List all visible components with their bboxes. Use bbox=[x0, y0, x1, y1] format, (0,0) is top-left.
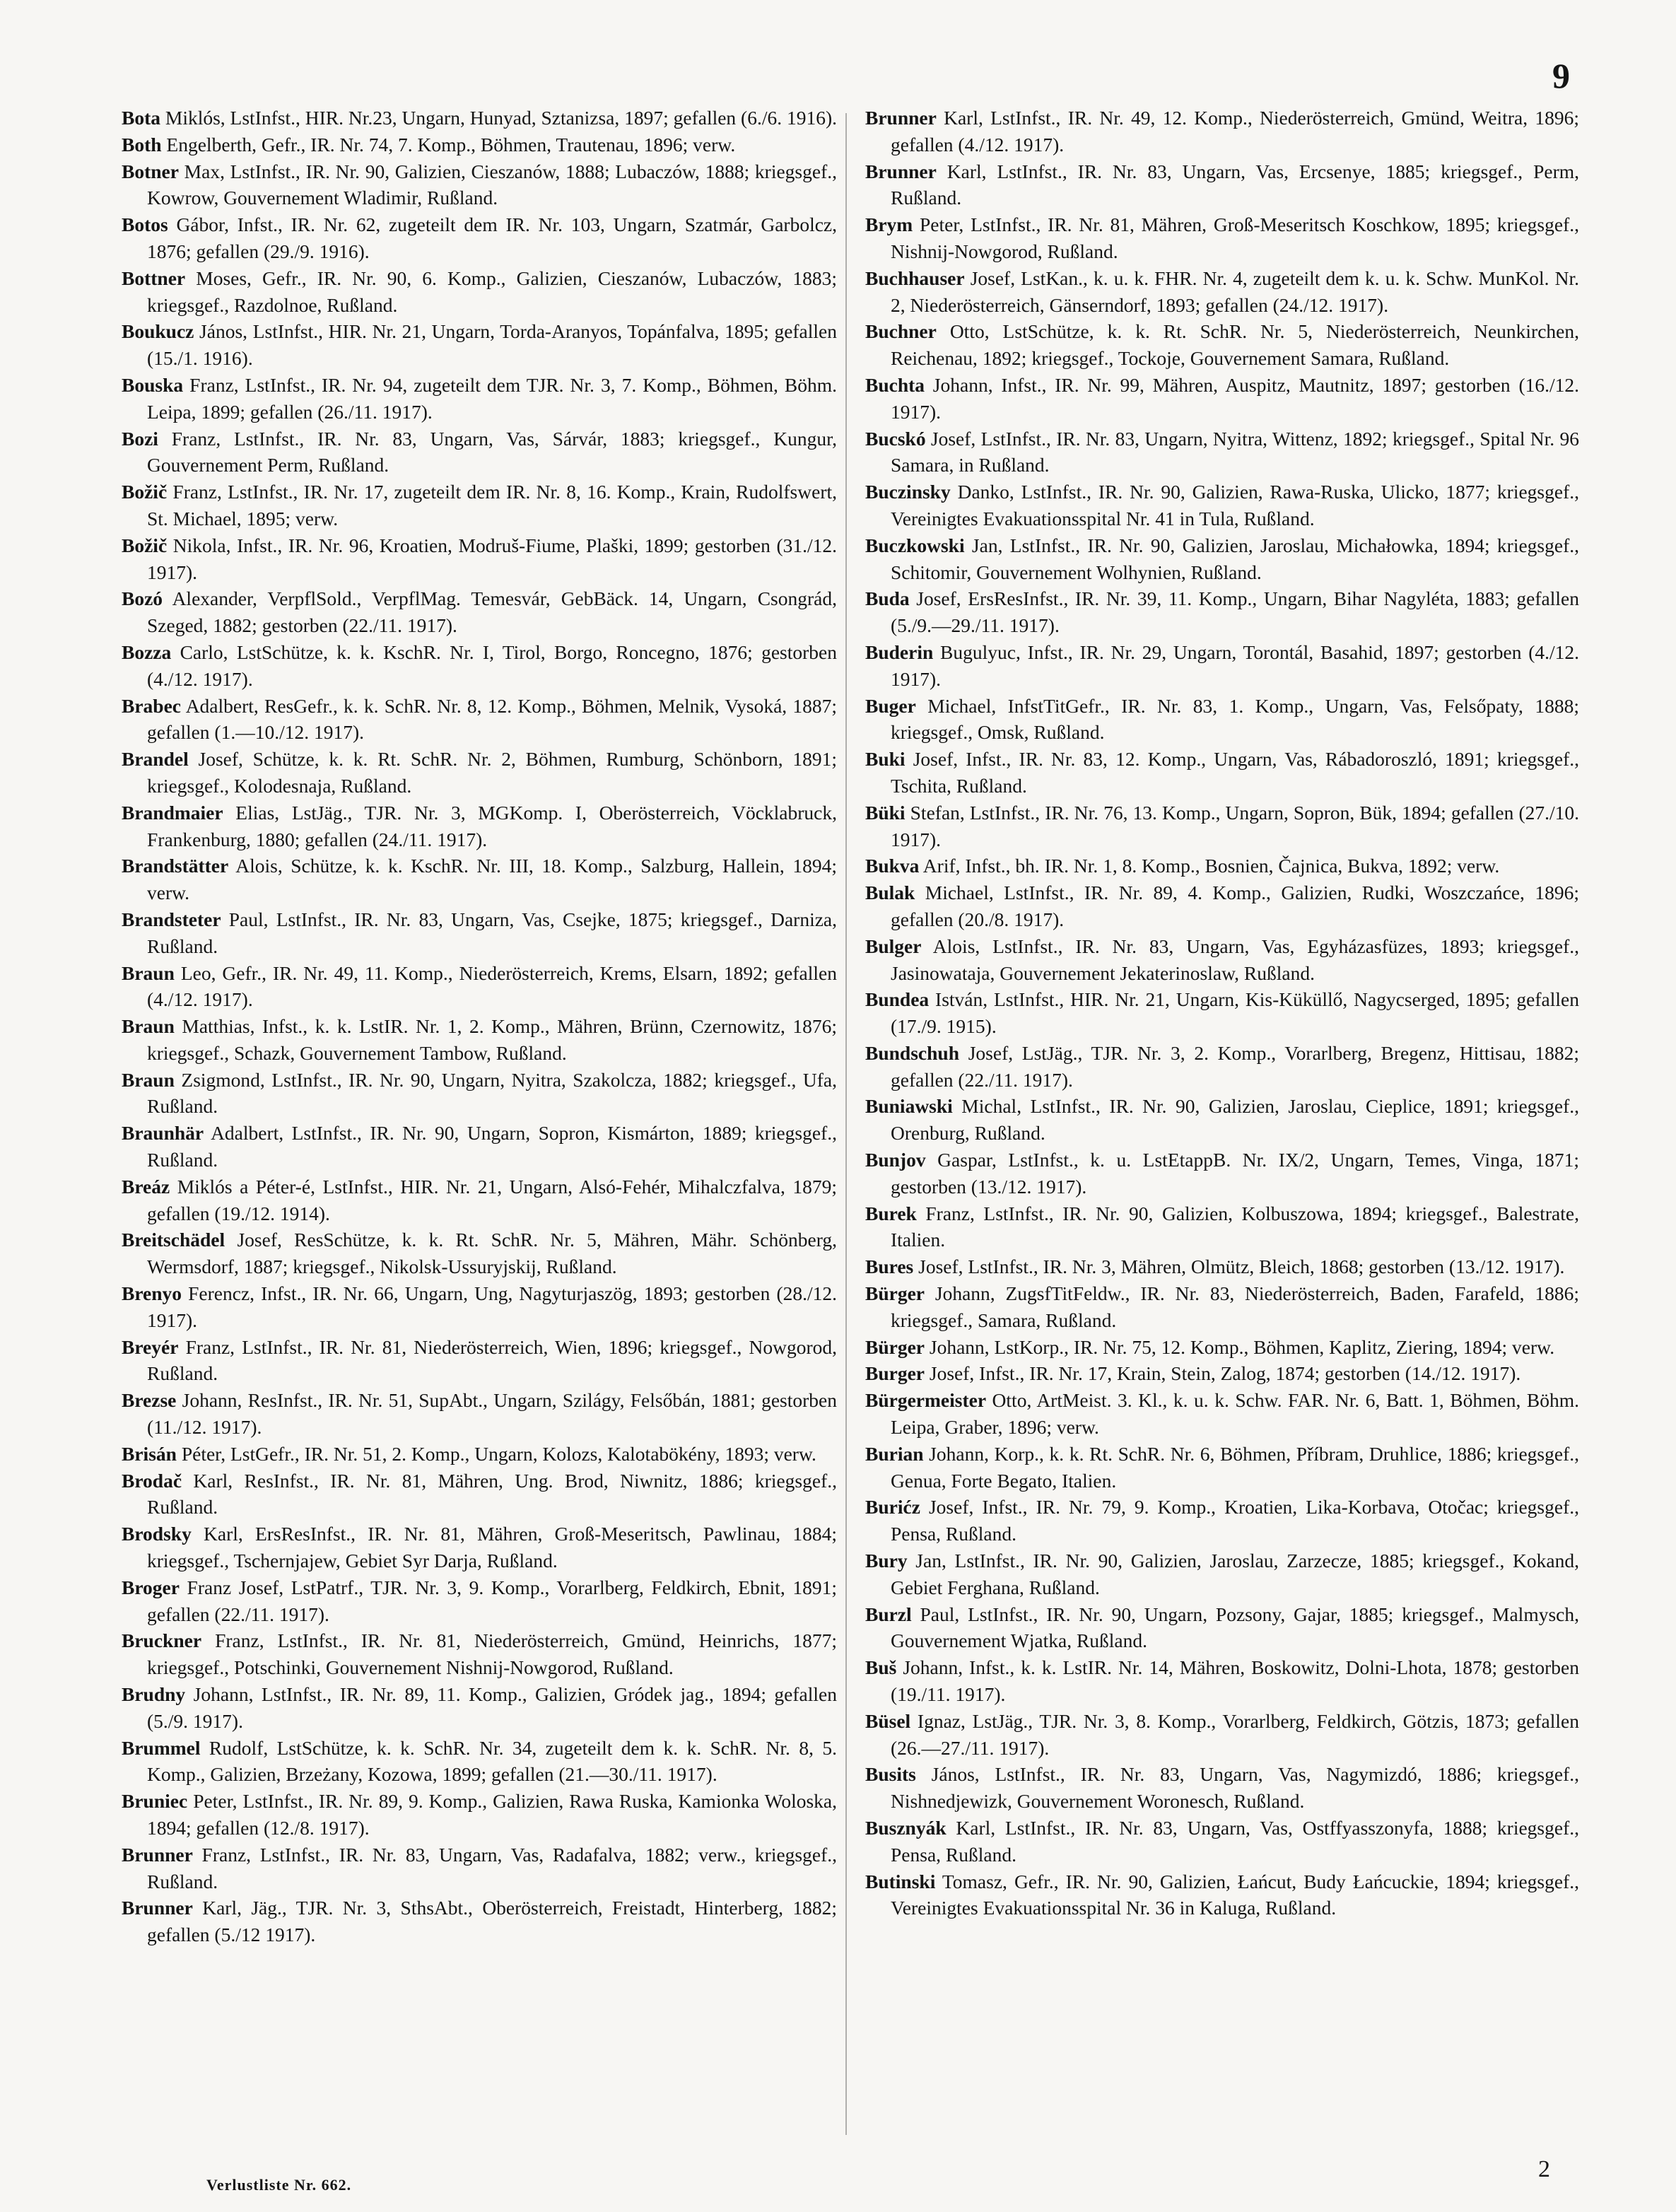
entry-text: János, LstInfst., HIR. Nr. 21, Ungarn, Torda-Aranyos, Topánfalva, 1895; gefallen (15./1. 1916). bbox=[147, 320, 837, 370]
list-entry bbox=[122, 1468, 837, 1521]
list-entry bbox=[122, 1735, 837, 1789]
entry-name: Brodač bbox=[122, 1469, 182, 1492]
list-entry bbox=[865, 1547, 1579, 1601]
entry-text: Alois, Schütze, k. k. KschR. Nr. III, 18. Komp., Salzburg, Hallein, 1894; verw. bbox=[147, 855, 837, 904]
list-entry bbox=[122, 1174, 837, 1227]
list-entry bbox=[865, 1868, 1579, 1922]
entry-name: Bürger bbox=[865, 1335, 925, 1358]
list-entry bbox=[122, 906, 837, 960]
entry-name: Broger bbox=[122, 1576, 180, 1598]
list-entry bbox=[122, 1013, 837, 1067]
entry-text: Josef, LstKan., k. u. k. FHR. Nr. 4, zugeteilt dem k. u. k. Schw. MunKol. Nr. 2, Niederösterreich, Gänserndorf, 1893; gefallen (24./12. 1917). bbox=[891, 267, 1579, 316]
list-entry bbox=[122, 1441, 837, 1468]
entry-text: Franz, LstInfst., IR. Nr. 17, zugeteilt dem IR. Nr. 8, 16. Komp., Krain, Rudolfswert, St. Michael, 1895; verw. bbox=[147, 481, 837, 529]
entry-name: Brandmaier bbox=[122, 801, 223, 824]
entry-text: Karl, ErsResInfst., IR. Nr. 81, Mähren, Groß-Meseritsch, Pawlinau, 1884; kriegsgef., Tschernjajew, Gebiet Syr Darja, Rußland. bbox=[147, 1523, 837, 1572]
entry-text: Josef, ErsResInfst., IR. Nr. 39, 11. Komp., Ungarn, Bihar Nagyléta, 1883; gefallen (5./9.—29./11. 1917). bbox=[891, 587, 1579, 637]
list-entry bbox=[122, 1120, 837, 1174]
list-entry bbox=[865, 1360, 1579, 1387]
entry-name: Bürger bbox=[865, 1282, 925, 1305]
entry-name: Busits bbox=[865, 1763, 916, 1786]
entry-text: Michael, LstInfst., IR. Nr. 89, 4. Komp., Galizien, Rudki, Woszczańce, 1896; gefallen (20./8. 1917). bbox=[891, 882, 1579, 930]
entry-name: Brezse bbox=[122, 1389, 177, 1412]
list-entry bbox=[865, 933, 1579, 987]
entry-name: Botner bbox=[122, 160, 179, 182]
list-entry bbox=[122, 585, 837, 639]
entry-text: Michael, InfstTitGefr., IR. Nr. 83, 1. Komp., Ungarn, Vas, Felsőpaty, 1888; kriegsgef., Omsk, Rußland. bbox=[891, 694, 1579, 744]
entry-text: Johann, ResInfst., IR. Nr. 51, SupAbt., Ungarn, Szilágy, Felsőbán, 1881; gestorben (11./12. 1917). bbox=[147, 1389, 837, 1439]
entry-text: Franz, LstInfst., IR. Nr. 83, Ungarn, Vas, Sárvár, 1883; kriegsgef., Kungur, Gouvernement Perm, Rußland. bbox=[147, 427, 837, 476]
list-entry bbox=[122, 800, 837, 853]
entry-text: Franz, LstInfst., IR. Nr. 94, zugeteilt dem TJR. Nr. 3, 7. Komp., Böhmen, Böhm. Leipa, 1899; gefallen (26./11. 1917). bbox=[147, 373, 837, 423]
entry-name: Burian bbox=[865, 1442, 924, 1465]
entry-name: Bulger bbox=[865, 935, 922, 957]
entry-text: Zsigmond, LstInfst., IR. Nr. 90, Ungarn, Nyitra, Szakolcza, 1882; kriegsgef., Ufa, Rußland. bbox=[147, 1068, 837, 1118]
entry-text: Josef, ResSchütze, k. k. Rt. SchR. Nr. 5, Mähren, Mähr. Schönberg, Wermsdorf, 1887; kriegsgef., Nikolsk-Ussuryjskij, Rußland. bbox=[147, 1229, 837, 1278]
entry-text: Josef, Infst., IR. Nr. 17, Krain, Stein, Zalog, 1874; gestorben (14./12. 1917). bbox=[925, 1362, 1521, 1385]
entry-text: János, LstInfst., IR. Nr. 83, Ungarn, Vas, Nagymizdó, 1886; kriegsgef., Nishnedjewizk, Gouvernement Woronesch, Rußland. bbox=[891, 1763, 1579, 1813]
list-entry bbox=[865, 585, 1579, 639]
entry-text: Karl, LstInfst., IR. Nr. 83, Ungarn, Vas, Ercsenye, 1885; kriegsgef., Perm, Rußland. bbox=[891, 160, 1579, 209]
list-entry bbox=[122, 1574, 837, 1628]
entry-text: Karl, LstInfst., IR. Nr. 49, 12. Komp., Niederösterreich, Gmünd, Weitra, 1896; gefallen (4./12. 1917). bbox=[891, 107, 1579, 156]
list-entry bbox=[865, 986, 1579, 1040]
entry-name: Brunner bbox=[122, 1897, 193, 1919]
entry-text: István, LstInfst., HIR. Nr. 21, Ungarn, Kis-Küküllő, Nagycserged, 1895; gefallen (17./9. 1915). bbox=[891, 988, 1579, 1038]
page-number: 9 bbox=[1552, 56, 1570, 95]
entry-text: Bugulyuc, Infst., IR. Nr. 29, Ungarn, Torontál, Basahid, 1897; gestorben (4./12. 1917). bbox=[891, 640, 1579, 690]
entry-text: Franz, LstInfst., IR. Nr. 81, Niederösterreich, Wien, 1896; kriegsgef., Nowgorod, Rußland. bbox=[147, 1335, 837, 1385]
list-entry bbox=[122, 131, 837, 158]
list-entry bbox=[122, 1895, 837, 1948]
entry-name: Bozi bbox=[122, 427, 158, 450]
entry-text: Johann, Infst., k. k. LstIR. Nr. 14, Mähren, Boskowitz, Dolni-Lhota, 1878; gestorben (19./11. 1917). bbox=[891, 1656, 1579, 1706]
entry-text: Michal, LstInfst., IR. Nr. 90, Galizien, Jaroslau, Cieplice, 1891; kriegsgef., Orenburg, Rußland. bbox=[891, 1095, 1579, 1145]
list-entry bbox=[865, 211, 1579, 265]
entry-name: Büki bbox=[865, 801, 906, 824]
entry-name: Breáz bbox=[122, 1175, 170, 1198]
entry-name: Buchhauser bbox=[865, 267, 965, 289]
entry-name: Brenyo bbox=[122, 1282, 182, 1305]
entry-text: Josef, Schütze, k. k. Rt. SchR. Nr. 2, Böhmen, Rumburg, Schönborn, 1891; kriegsgef., Kolodesnaja, Rußland. bbox=[147, 748, 837, 797]
list-entry bbox=[865, 1601, 1579, 1655]
entry-text: Tomasz, Gefr., IR. Nr. 90, Galizien, Łańcut, Budy Łańcuckie, 1894; kriegsgef., Vereinigtes Evakuationsspital Nr. 36 in Kaluga, Rußland. bbox=[891, 1870, 1579, 1919]
entry-name: Boukucz bbox=[122, 320, 194, 343]
list-entry bbox=[865, 1815, 1579, 1868]
entry-name: Brandel bbox=[122, 748, 189, 771]
list-entry bbox=[865, 1761, 1579, 1815]
list-entry bbox=[122, 372, 837, 426]
list-entry bbox=[865, 1387, 1579, 1441]
entry-text: Elias, LstJäg., TJR. Nr. 3, MGKomp. I, Oberösterreich, Vöcklabruck, Frankenburg, 1880; gefallen (24./11. 1917). bbox=[147, 801, 837, 850]
entry-name: Buda bbox=[865, 587, 910, 610]
list-entry bbox=[865, 372, 1579, 426]
list-entry bbox=[122, 1842, 837, 1895]
entry-name: Bucskó bbox=[865, 427, 926, 450]
list-entry bbox=[865, 693, 1579, 747]
entry-name: Brandstätter bbox=[122, 855, 229, 877]
entry-name: Brandsteter bbox=[122, 908, 221, 930]
entry-name: Buczinsky bbox=[865, 481, 951, 503]
entry-name: Bozó bbox=[122, 587, 163, 610]
entry-text: Adalbert, ResGefr., k. k. SchR. Nr. 8, 12. Komp., Böhmen, Melnik, Vysoká, 1887; gefallen (1.—10./12. 1917). bbox=[147, 694, 837, 744]
entry-name: Breyér bbox=[122, 1335, 179, 1358]
entry-name: Bunjov bbox=[865, 1149, 926, 1171]
list-entry bbox=[865, 1093, 1579, 1147]
entry-text: Jan, LstInfst., IR. Nr. 90, Galizien, Jaroslau, Zarzecze, 1885; kriegsgef., Kokand, Gebiet Ferghana, Rußland. bbox=[891, 1550, 1579, 1598]
entry-text: Johann, LstInfst., IR. Nr. 89, 11. Komp., Galizien, Gródek jag., 1894; gefallen (5./9. 1917). bbox=[147, 1683, 837, 1732]
entry-name: Braun bbox=[122, 961, 175, 984]
list-entry bbox=[122, 693, 837, 747]
list-entry bbox=[122, 1521, 837, 1574]
list-entry bbox=[122, 1788, 837, 1842]
entry-name: Busznyák bbox=[865, 1817, 947, 1839]
list-entry bbox=[865, 1334, 1579, 1361]
entry-name: Botos bbox=[122, 213, 168, 236]
entry-text: Peter, LstInfst., IR. Nr. 81, Mähren, Groß-Meseritsch Koschkow, 1895; kriegsgef., Nishnij-Nowgorod, Rußland. bbox=[891, 213, 1579, 262]
entry-name: Brisán bbox=[122, 1442, 177, 1465]
entry-text: Alexander, VerpflSold., VerpflMag. Temesvár, GebBäck. 14, Ungarn, Csongrád, Szeged, 1882; gestorben (22./11. 1917). bbox=[147, 587, 837, 637]
list-entry bbox=[122, 1227, 837, 1280]
list-entry bbox=[865, 318, 1579, 372]
entry-name: Burek bbox=[865, 1202, 917, 1224]
entry-name: Brunner bbox=[122, 1843, 193, 1866]
entry-text: Stefan, LstInfst., IR. Nr. 76, 13. Komp., Ungarn, Sopron, Bük, 1894; gefallen (27./10. 1917). bbox=[891, 801, 1579, 850]
entry-text: Franz Josef, LstPatrf., TJR. Nr. 3, 9. Komp., Vorarlberg, Feldkirch, Ebnit, 1891; gefallen (22./11. 1917). bbox=[147, 1576, 837, 1625]
list-entry bbox=[865, 158, 1579, 212]
list-entry bbox=[122, 1387, 837, 1441]
entry-text: Miklós a Péter-é, LstInfst., HIR. Nr. 21, Ungarn, Alsó-Fehér, Mihalczfalva, 1879; gefallen (19./12. 1914). bbox=[147, 1175, 837, 1224]
entry-text: Josef, LstJäg., TJR. Nr. 3, 2. Komp., Vorarlberg, Bregenz, Hittisau, 1882; gefallen (22./11. 1917). bbox=[891, 1041, 1579, 1091]
entry-name: Bozza bbox=[122, 640, 172, 663]
entry-name: Brabec bbox=[122, 694, 182, 717]
entry-name: Braun bbox=[122, 1015, 175, 1038]
entry-text: Max, LstInfst., IR. Nr. 90, Galizien, Cieszanów, 1888; Lubaczów, 1888; kriegsgef., Kowrow, Gouvernement Wladimir, Rußland. bbox=[147, 160, 837, 209]
list-entry bbox=[865, 479, 1579, 532]
entry-name: Bulak bbox=[865, 882, 915, 904]
entry-text: Josef, LstInfst., IR. Nr. 83, Ungarn, Nyitra, Wittenz, 1892; kriegsgef., Spital Nr. 96 Samara, in Rußland. bbox=[891, 427, 1579, 476]
entry-text: Peter, LstInfst., IR. Nr. 89, 9. Komp., Galizien, Rawa Ruska, Kamionka Woloska, 1894; gefallen (12./8. 1917). bbox=[147, 1790, 837, 1839]
entry-name: Bottner bbox=[122, 267, 186, 289]
entry-name: Bruckner bbox=[122, 1629, 202, 1652]
entry-text: Otto, LstSchütze, k. k. Rt. SchR. Nr. 5, Niederösterreich, Neunkirchen, Reichenau, 1892; kriegsgef., Tockoje, Gouvernement Samara, Rußland. bbox=[891, 320, 1579, 370]
list-entry bbox=[865, 1147, 1579, 1200]
entry-name: Bury bbox=[865, 1550, 908, 1572]
entry-name: Bures bbox=[865, 1256, 914, 1278]
list-entry bbox=[865, 265, 1579, 319]
list-entry bbox=[122, 1280, 837, 1334]
list-entry bbox=[865, 1280, 1579, 1334]
list-entry bbox=[122, 532, 837, 586]
left-column bbox=[122, 105, 837, 1948]
list-entry bbox=[122, 960, 837, 1014]
list-entry bbox=[122, 746, 837, 800]
entry-text: Gábor, Infst., IR. Nr. 62, zugeteilt dem IR. Nr. 103, Ungarn, Szatmár, Garbolcz, 1876; gefallen (29./9. 1916). bbox=[147, 213, 837, 262]
entry-name: Breitschädel bbox=[122, 1229, 225, 1251]
entry-text: Ferencz, Infst., IR. Nr. 66, Ungarn, Ung, Nagyturjaszög, 1893; gestorben (28./12. 1917). bbox=[147, 1282, 837, 1331]
entry-text: Nikola, Infst., IR. Nr. 96, Kroatien, Modruš-Fiume, Plaški, 1899; gestorben (31./12. 1917). bbox=[147, 534, 837, 583]
list-entry bbox=[865, 1708, 1579, 1762]
list-entry bbox=[865, 1654, 1579, 1708]
list-entry bbox=[865, 800, 1579, 853]
list-entry bbox=[865, 1200, 1579, 1254]
entry-text: Matthias, Infst., k. k. LstIR. Nr. 1, 2. Komp., Mähren, Brünn, Czernowitz, 1876; kriegsgef., Schazk, Gouvernement Tambow, Rußland. bbox=[147, 1015, 837, 1064]
list-entry bbox=[122, 1681, 837, 1735]
list-entry bbox=[865, 1494, 1579, 1547]
entry-text: Péter, LstGefr., IR. Nr. 51, 2. Komp., Ungarn, Kolozs, Kalotabökény, 1893; verw. bbox=[176, 1442, 816, 1465]
list-entry bbox=[122, 265, 837, 319]
entry-name: Brudny bbox=[122, 1683, 186, 1706]
entry-text: Carlo, LstSchütze, k. k. KschR. Nr. I, Tirol, Borgo, Roncegno, 1876; gestorben (4./12. 1917). bbox=[147, 640, 837, 690]
list-entry bbox=[865, 1040, 1579, 1094]
list-entry bbox=[122, 105, 837, 131]
entry-text: Johann, Infst., IR. Nr. 99, Mähren, Auspitz, Mautnitz, 1897; gestorben (16./12. 1917). bbox=[891, 373, 1579, 423]
entry-text: Arif, Infst., bh. IR. Nr. 1, 8. Komp., Bosnien, Čajnica, Bukva, 1892; verw. bbox=[919, 855, 1500, 877]
list-entry bbox=[122, 211, 837, 265]
entry-name: Buniawski bbox=[865, 1095, 953, 1118]
list-entry bbox=[865, 853, 1579, 879]
entry-name: Buczkowski bbox=[865, 534, 965, 556]
list-entry bbox=[122, 853, 837, 906]
entry-text: Moses, Gefr., IR. Nr. 90, 6. Komp., Galizien, Cieszanów, Lubaczów, 1883; kriegsgef., Razdolnoe, Rußland. bbox=[147, 267, 837, 316]
entry-name: Buki bbox=[865, 748, 906, 771]
entry-name: Brunner bbox=[865, 160, 937, 182]
entry-text: Alois, LstInfst., IR. Nr. 83, Ungarn, Vas, Egyházasfüzes, 1893; kriegsgef., Jasinowataja, Gouvernement Jekaterinoslaw, Rußland. bbox=[891, 935, 1579, 984]
entry-name: Bundschuh bbox=[865, 1041, 960, 1064]
list-entry bbox=[865, 426, 1579, 479]
entry-text: Karl, LstInfst., IR. Nr. 83, Ungarn, Vas, Ostffyasszonyfa, 1888; kriegsgef., Pensa, Rußland. bbox=[891, 1817, 1579, 1866]
entry-name: Büsel bbox=[865, 1709, 911, 1732]
footer-note: Verlustliste Nr. 662. bbox=[206, 2176, 352, 2194]
entry-text: Franz, LstInfst., IR. Nr. 81, Niederösterreich, Gmünd, Heinrichs, 1877; kriegsgef., Potschinki, Gouvernement Nishnij-Nowgorod, Rußland. bbox=[147, 1629, 837, 1679]
entry-name: Buchner bbox=[865, 320, 937, 343]
entry-text: Karl, Jäg., TJR. Nr. 3, SthsAbt., Oberösterreich, Freistadt, Hinterberg, 1882; gefallen (5./12 1917). bbox=[147, 1897, 837, 1946]
entry-name: Brym bbox=[865, 213, 913, 236]
list-entry bbox=[122, 1627, 837, 1681]
signature-mark: 2 bbox=[1538, 2156, 1550, 2182]
entry-name: Bundea bbox=[865, 988, 930, 1011]
entry-name: Bukva bbox=[865, 855, 920, 877]
entry-name: Bruniec bbox=[122, 1790, 188, 1813]
entry-name: Burzl bbox=[865, 1603, 912, 1625]
entry-text: Johann, Korp., k. k. Rt. SchR. Nr. 6, Böhmen, Příbram, Druhlice, 1886; kriegsgef., Genua, Forte Begato, Italien. bbox=[891, 1442, 1579, 1492]
entry-name: Brunner bbox=[865, 107, 937, 129]
list-entry bbox=[122, 639, 837, 693]
list-entry bbox=[865, 1441, 1579, 1494]
list-entry bbox=[865, 532, 1579, 586]
entry-text: Ignaz, LstJäg., TJR. Nr. 3, 8. Komp., Vorarlberg, Feldkirch, Götzis, 1873; gefallen (26.—27./11. 1917). bbox=[891, 1709, 1579, 1759]
entry-text: Adalbert, LstInfst., IR. Nr. 90, Ungarn, Sopron, Kismárton, 1889; kriegsgef., Rußland. bbox=[147, 1122, 837, 1171]
entry-text: Otto, ArtMeist. 3. Kl., k. u. k. Schw. FAR. Nr. 6, Batt. 1, Böhmen, Böhm. Leipa, Graber, 1896; verw. bbox=[891, 1389, 1579, 1439]
right-column bbox=[865, 105, 1579, 1921]
list-entry bbox=[865, 746, 1579, 800]
entry-name: Bouska bbox=[122, 373, 184, 396]
entry-name: Both bbox=[122, 133, 162, 156]
entry-name: Buš bbox=[865, 1656, 897, 1679]
entry-name: Bürgermeister bbox=[865, 1389, 987, 1412]
entry-name: Braunhär bbox=[122, 1122, 204, 1145]
entry-text: Josef, Infst., IR. Nr. 79, 9. Komp., Kroatien, Lika-Korbava, Otočac; kriegsgef., Pensa, Rußland. bbox=[891, 1496, 1579, 1545]
list-entry bbox=[865, 639, 1579, 693]
entry-text: Gaspar, LstInfst., k. u. LstEtappB. Nr. IX/2, Ungarn, Temes, Vinga, 1871; gestorben (13./12. 1917). bbox=[891, 1149, 1579, 1198]
entry-name: Burićz bbox=[865, 1496, 920, 1518]
entry-name: Buderin bbox=[865, 640, 934, 663]
entry-name: Brummel bbox=[122, 1736, 201, 1759]
entry-text: Engelberth, Gefr., IR. Nr. 74, 7. Komp., Böhmen, Trautenau, 1896; verw. bbox=[161, 133, 736, 156]
entry-text: Franz, LstInfst., IR. Nr. 90, Galizien, Kolbuszowa, 1894; kriegsgef., Balestrate, Italien. bbox=[891, 1202, 1579, 1251]
entry-name: Buchta bbox=[865, 373, 925, 396]
list-entry bbox=[865, 105, 1579, 158]
entry-text: Johann, LstKorp., IR. Nr. 75, 12. Komp., Böhmen, Kaplitz, Ziering, 1894; verw. bbox=[925, 1335, 1555, 1358]
list-entry bbox=[865, 879, 1579, 933]
list-entry bbox=[865, 1253, 1579, 1280]
entry-text: Karl, ResInfst., IR. Nr. 81, Mähren, Ung. Brod, Niwnitz, 1886; kriegsgef., Rußland. bbox=[147, 1469, 837, 1518]
entry-name: Butinski bbox=[865, 1870, 936, 1892]
list-entry bbox=[122, 426, 837, 479]
list-entry bbox=[122, 1067, 837, 1120]
entry-text: Danko, LstInfst., IR. Nr. 90, Galizien, Rawa-Ruska, Ulicko, 1877; kriegsgef., Vereinigtes Evakuationsspital Nr. 41 in Tula, Rußland. bbox=[891, 481, 1579, 529]
entry-name: Burger bbox=[865, 1362, 925, 1385]
entry-text: Paul, LstInfst., IR. Nr. 83, Ungarn, Vas, Csejke, 1875; kriegsgef., Darniza, Rußland. bbox=[147, 908, 837, 957]
entry-name: Božič bbox=[122, 534, 168, 556]
entry-text: Johann, ZugsfTitFeldw., IR. Nr. 83, Niederösterreich, Baden, Farafeld, 1886; kriegsgef., Samara, Rußland. bbox=[891, 1282, 1579, 1331]
list-entry bbox=[122, 318, 837, 372]
entry-text: Franz, LstInfst., IR. Nr. 83, Ungarn, Vas, Radafalva, 1882; verw., kriegsgef., Rußland. bbox=[147, 1843, 837, 1892]
entry-text: Josef, LstInfst., IR. Nr. 3, Mähren, Olmütz, Bleich, 1868; gestorben (13./12. 1917). bbox=[913, 1256, 1565, 1278]
entry-name: Bota bbox=[122, 107, 160, 129]
entry-text: Miklós, LstInfst., HIR. Nr.23, Ungarn, Hunyad, Sztanizsa, 1897; gefallen (6./6. 1916). bbox=[160, 107, 838, 129]
entry-text: Leo, Gefr., IR. Nr. 49, 11. Komp., Niederösterreich, Krems, Elsarn, 1892; gefallen (4./12. 1917). bbox=[147, 961, 837, 1011]
entry-name: Braun bbox=[122, 1068, 175, 1091]
entry-name: Brodsky bbox=[122, 1523, 192, 1545]
entry-name: Buger bbox=[865, 694, 916, 717]
column-divider bbox=[845, 113, 847, 2135]
entry-text: Josef, Infst., IR. Nr. 83, 12. Komp., Ungarn, Vas, Rábadoroszló, 1891; kriegsgef., Tschita, Rußland. bbox=[891, 748, 1579, 797]
entry-text: Rudolf, LstSchütze, k. k. SchR. Nr. 34, zugeteilt dem k. k. SchR. Nr. 8, 5. Komp., Galizien, Brzeżany, Kozowa, 1899; gefallen (21.—30./11. 1917). bbox=[147, 1736, 837, 1786]
list-entry bbox=[122, 479, 837, 532]
entry-name: Božič bbox=[122, 481, 168, 503]
list-entry bbox=[122, 158, 837, 212]
entry-text: Jan, LstInfst., IR. Nr. 90, Galizien, Jaroslau, Michałowka, 1894; kriegsgef., Schitomir, Gouvernement Wolhynien, Rußland. bbox=[891, 534, 1579, 583]
entry-text: Paul, LstInfst., IR. Nr. 90, Ungarn, Pozsony, Gajar, 1885; kriegsgef., Malmysch, Gouvernement Wjatka, Rußland. bbox=[891, 1603, 1579, 1652]
list-entry bbox=[122, 1334, 837, 1388]
